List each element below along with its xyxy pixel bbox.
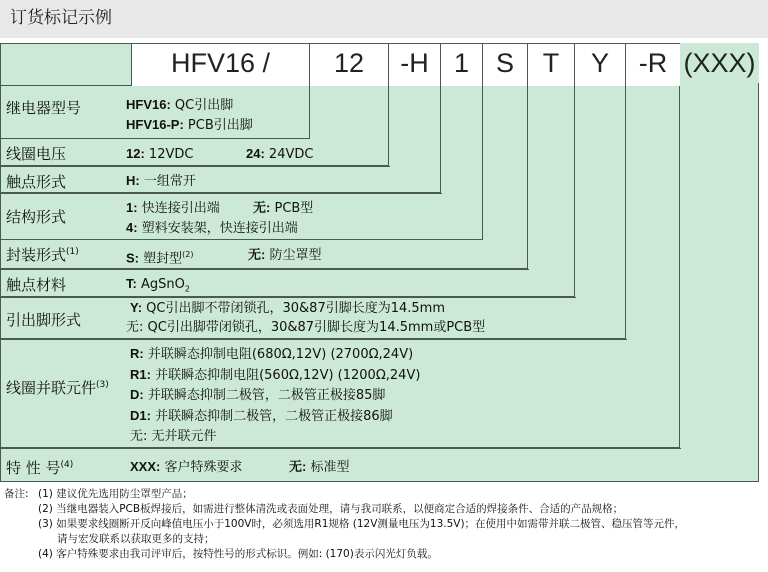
code-enclosure: S xyxy=(495,48,514,78)
label-contact-material: 触点材料 xyxy=(6,276,67,294)
desc-special-none: 无: 标准型 xyxy=(289,459,350,475)
notes-prefix: 备注: xyxy=(4,488,29,500)
label-special: 特 性 号$^{(4)}$ xyxy=(6,459,74,477)
desc-voltage-24: 24: 24VDC xyxy=(246,146,314,162)
desc-contact-material: T: AgSnO$_2$ xyxy=(126,276,190,294)
code-voltage: 12 xyxy=(333,48,365,78)
row-separator xyxy=(0,297,576,298)
desc-enclosure-none: 无: 防尘罩型 xyxy=(248,247,322,263)
note-3b: 请与宏发联系以获取更多的支持； xyxy=(57,533,215,545)
desc-coil-r1: R1: 并联瞬态抑制电阻(560Ω,12V) (1200Ω,24V) xyxy=(130,367,421,383)
row-separator xyxy=(0,166,390,167)
row-separator xyxy=(0,448,681,449)
code-bottom-rule xyxy=(0,85,132,86)
note-1: (1) 建议优先选用防尘罩型产品； xyxy=(38,488,193,500)
code-hfv16p: HFV16-P: xyxy=(126,117,184,132)
row-separator xyxy=(0,269,529,270)
label-coil-parallel: 线圈并联元件$^{(3)}$ xyxy=(6,379,109,397)
desc-enclosure-s: S: 塑封型$^{(2)}$ xyxy=(126,250,194,267)
row-separator xyxy=(0,339,627,340)
code-contact: -H xyxy=(400,48,429,78)
code-structure: 1 xyxy=(453,48,470,78)
desc-contact-form: H: 一组常开 xyxy=(126,173,196,189)
desc-voltage-12: 12: 12VDC xyxy=(126,146,194,162)
row-separator xyxy=(0,193,442,194)
desc-coil-none: 无: 无并联元件 xyxy=(130,429,217,444)
note-4: (4) 客户特殊要求由我司评审后，按特性号的形式标识。例如: (170)表示闪光灯负载。 xyxy=(38,548,438,560)
code-material: T xyxy=(542,48,560,78)
label-enclosure-form: 封装形式$^{(1)}$ xyxy=(6,246,79,264)
desc-structure-4: 4: 塑料安装架，快连接引出端 xyxy=(126,220,298,236)
desc-structure-1: 1: 快连接引出端 xyxy=(126,200,220,216)
code-coil: -R xyxy=(638,48,668,78)
desc-coil-d1: D1: 并联瞬态抑制二极管，二极管正极接86脚 xyxy=(130,408,393,424)
header-bar xyxy=(0,0,768,38)
label-contact-form: 触点形式 xyxy=(6,173,67,191)
code-special: (XXX) xyxy=(680,43,759,83)
label-relay-type: 继电器型号 xyxy=(6,99,82,117)
desc-pin-none: 无: QC引出脚带闭锁孔，30&87引脚长度为14.5mm或PCB型 xyxy=(126,320,486,335)
page-title: 订货标记示例 xyxy=(10,8,112,28)
desc-pin-y: Y: QC引出脚不带闭锁孔，30&87引脚长度为14.5mm xyxy=(130,300,445,316)
desc-coil-d: D: 并联瞬态抑制二极管，二极管正极接85脚 xyxy=(130,387,386,403)
desc-coil-r: R: 并联瞬态抑制电阻(680Ω,12V) (2700Ω,24V) xyxy=(130,346,414,362)
note-2: (2) 当继电器装入PCB板焊接后，如需进行整体清洗或表面处理，请与我司联系，以便商定合适的焊接条件、合适的产品规格； xyxy=(38,503,624,515)
desc-special-xxx: XXX: 客户特殊要求 xyxy=(130,459,243,475)
label-structure-form: 结构形式 xyxy=(6,208,67,226)
desc-relay-type-1: HFV16: QC引出脚 xyxy=(126,97,234,113)
note-3a: (3) 如果要求线圈断开反向峰值电压小于100V时，必须选用R1规格 (12V测量电压为13.5V)；在使用中如需带并联二极管、稳压管等元件， xyxy=(38,518,686,530)
desc-structure-none: 无: PCB型 xyxy=(253,200,314,216)
code-base: HFV16 / xyxy=(170,48,271,78)
label-coil-voltage: 线圈电压 xyxy=(6,145,67,163)
code-hfv16: HFV16: xyxy=(126,97,171,112)
code-pin: Y xyxy=(590,48,609,78)
label-pin-form: 引出脚形式 xyxy=(6,311,82,329)
desc-relay-type-2: HFV16-P: PCB引出脚 xyxy=(126,117,253,133)
